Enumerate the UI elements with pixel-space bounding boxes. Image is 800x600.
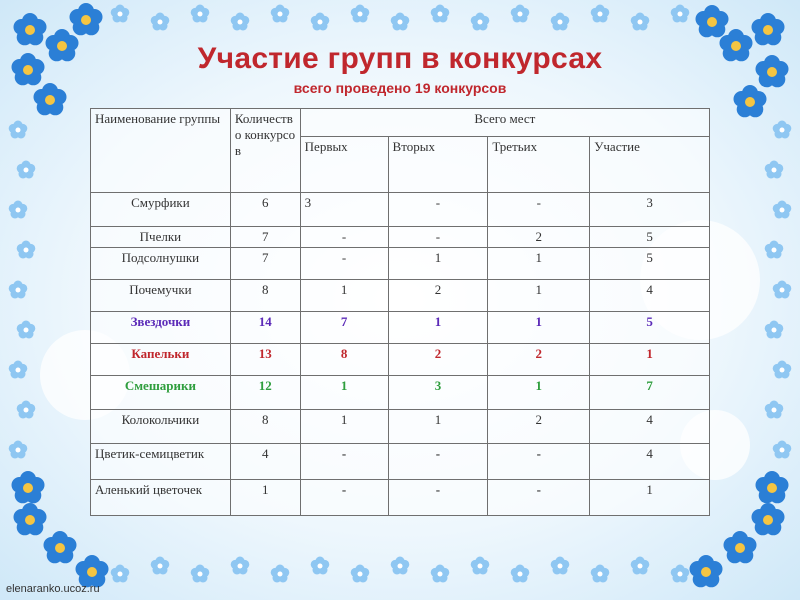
table-row xyxy=(91,376,710,410)
participation-cell: 4 xyxy=(590,444,710,480)
third-cell: 1 xyxy=(488,376,590,410)
first-cell: - xyxy=(300,227,388,248)
third-cell: 2 xyxy=(488,227,590,248)
table-row xyxy=(91,227,710,248)
third-cell: 2 xyxy=(488,410,590,444)
participation-cell: 1 xyxy=(590,344,710,376)
second-cell: 1 xyxy=(388,312,488,344)
participation-cell: 5 xyxy=(590,227,710,248)
header-participation: Участие xyxy=(590,137,710,193)
group-name-cell: Звездочки xyxy=(91,312,231,344)
group-name-cell: Колокольчики xyxy=(91,410,231,444)
count-cell: 8 xyxy=(230,280,300,312)
participation-cell: 5 xyxy=(590,248,710,280)
group-name-cell: Капельки xyxy=(91,344,231,376)
group-name-cell: Почемучки xyxy=(91,280,231,312)
participation-cell: 5 xyxy=(590,312,710,344)
third-cell: 1 xyxy=(488,248,590,280)
header-third: Третьих xyxy=(488,137,590,193)
second-cell: - xyxy=(388,480,488,516)
second-cell: 2 xyxy=(388,280,488,312)
group-name-cell: Цветик-семицветик xyxy=(91,444,231,480)
second-cell: 1 xyxy=(388,410,488,444)
count-cell: 7 xyxy=(230,248,300,280)
group-name-cell: Аленький цветочек xyxy=(91,480,231,516)
participation-cell: 4 xyxy=(590,410,710,444)
count-cell: 13 xyxy=(230,344,300,376)
count-cell: 1 xyxy=(230,480,300,516)
third-cell: 2 xyxy=(488,344,590,376)
third-cell: - xyxy=(488,480,590,516)
participation-cell: 7 xyxy=(590,376,710,410)
second-cell: 1 xyxy=(388,248,488,280)
site-watermark: elenaranko.ucoz.ru xyxy=(6,583,100,595)
table-row xyxy=(91,193,710,227)
header-second: Вторых xyxy=(388,137,488,193)
table-row xyxy=(91,248,710,280)
count-cell: 4 xyxy=(230,444,300,480)
count-cell: 6 xyxy=(230,193,300,227)
page-title: Участие групп в конкурсах xyxy=(197,42,603,75)
first-cell: 7 xyxy=(300,312,388,344)
participation-cell: 1 xyxy=(590,480,710,516)
first-cell: - xyxy=(300,444,388,480)
page-subtitle: всего проведено 19 конкурсов xyxy=(293,80,507,96)
third-cell: 1 xyxy=(488,312,590,344)
first-cell: 3 xyxy=(300,193,388,227)
third-cell: 1 xyxy=(488,280,590,312)
count-cell: 8 xyxy=(230,410,300,444)
third-cell: - xyxy=(488,444,590,480)
second-cell: 2 xyxy=(388,344,488,376)
participation-cell: 3 xyxy=(590,193,710,227)
group-name-cell: Подсолнушки xyxy=(91,248,231,280)
second-cell: - xyxy=(388,193,488,227)
group-name-cell: Смурфики xyxy=(91,193,231,227)
count-cell: 12 xyxy=(230,376,300,410)
table-row xyxy=(91,480,710,516)
count-cell: 14 xyxy=(230,312,300,344)
count-cell: 7 xyxy=(230,227,300,248)
first-cell: 1 xyxy=(300,280,388,312)
second-cell: 3 xyxy=(388,376,488,410)
table-row xyxy=(91,280,710,312)
second-cell: - xyxy=(388,227,488,248)
table-row xyxy=(91,312,710,344)
third-cell: - xyxy=(488,193,590,227)
header-first: Первых xyxy=(300,137,388,193)
table-row xyxy=(91,410,710,444)
group-name-cell: Смешарики xyxy=(91,376,231,410)
group-name-cell: Пчелки xyxy=(91,227,231,248)
first-cell: 8 xyxy=(300,344,388,376)
first-cell: 1 xyxy=(300,376,388,410)
table-row xyxy=(91,444,710,480)
results-table xyxy=(90,108,710,516)
first-cell: - xyxy=(300,248,388,280)
table-row xyxy=(91,344,710,376)
header-group-name: Наименование группы xyxy=(91,109,231,193)
participation-cell: 4 xyxy=(590,280,710,312)
first-cell: 1 xyxy=(300,410,388,444)
header-places-total: Всего мест xyxy=(300,109,709,137)
second-cell: - xyxy=(388,444,488,480)
first-cell: - xyxy=(300,480,388,516)
header-contest-count: Количество конкурсов xyxy=(230,109,300,193)
